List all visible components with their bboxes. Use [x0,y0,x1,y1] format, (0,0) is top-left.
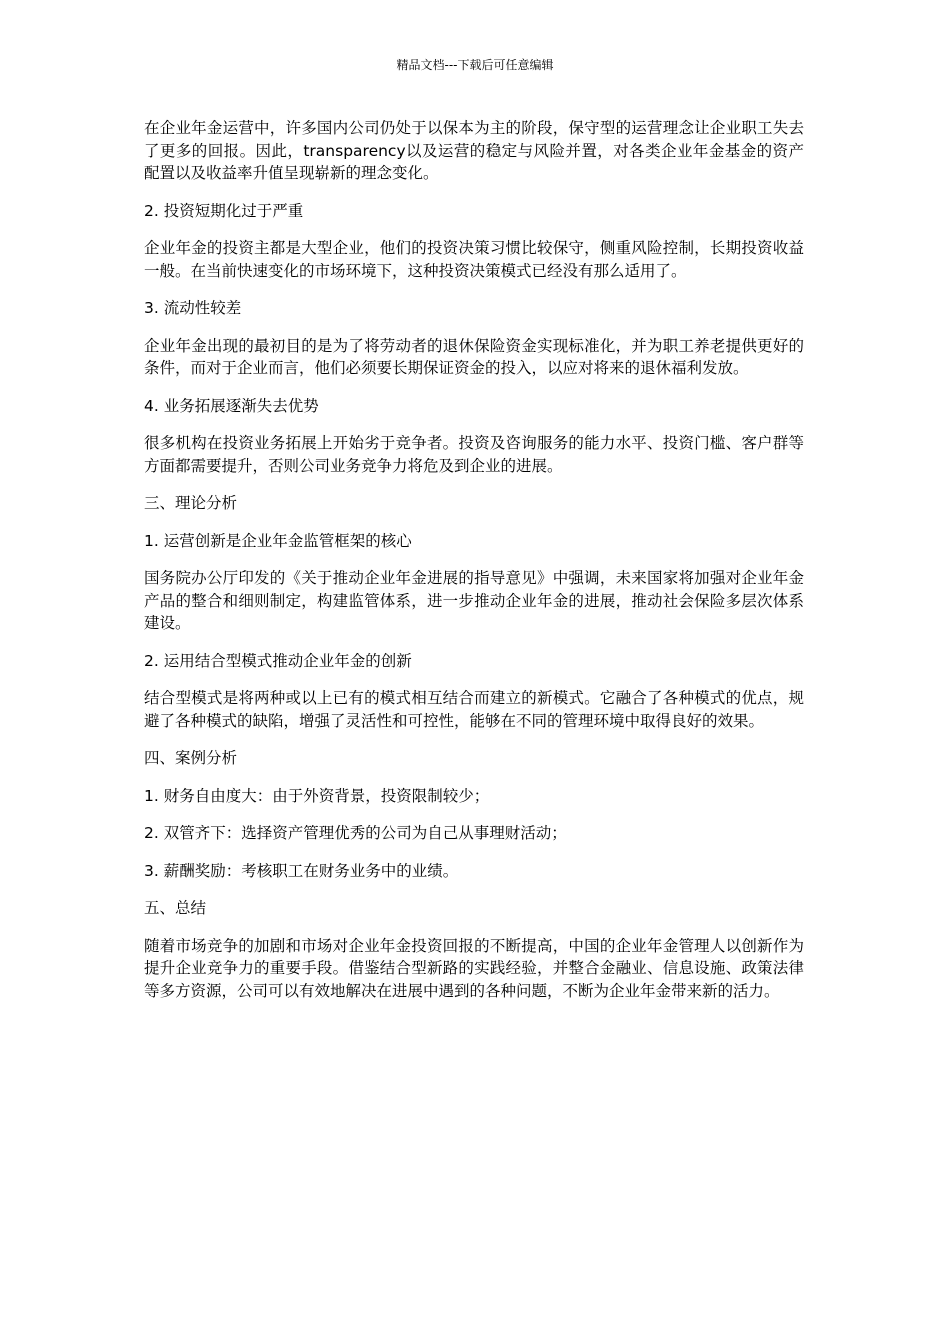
list-item: 1. 财务自由度大：由于外资背景，投资限制较少； [144,786,490,805]
list-item: 3. 薪酬奖励：考核职工在财务业务中的业绩。 [144,861,459,880]
paragraph: 企业年金的投资主都是大型企业，他们的投资决策习惯比较保守，侧重风险控制，长期投资收益一般。在当前快速变化的市场环境下，这种投资决策模式已经没有那么适用了。 [144,239,804,280]
list-item: 2. 双管齐下：选择资产管理优秀的公司为自己从事理财活动； [144,824,567,842]
paragraph: 企业年金出现的最初目的是为了将劳动者的退休保险资金实现标准化，并为职工养老提供更好的条件，而对于企业而言，他们必须要长期保证资金的投入，以应对将来的退休福利发放。 [144,336,804,377]
section-heading: 四、案例分析 [144,749,238,767]
section-heading: 三、理论分析 [144,494,238,512]
section-heading: 3. 流动性较差 [144,299,242,317]
section-heading: 1. 运营创新是企业年金监管框架的核心 [144,531,412,550]
section-heading: 五、总结 [144,899,207,917]
page-header: 精品文档---下载后可任意编辑 [396,58,554,72]
section-heading: 4. 业务拓展逐渐失去优势 [144,396,319,415]
paragraph: 很多机构在投资业务拓展上开始劣于竞争者。投资及咨询服务的能力水平、投资门槛、客户群等方面都需要提升，否则公司业务竞争力将危及到企业的进展。 [144,434,804,475]
paragraph: 随着市场竞争的加剧和市场对企业年金投资回报的不断提高，中国的企业年金管理人以创新作为提升企业竞争力的重要手段。借鉴结合型新路的实践经验，并整合金融业、信息设施、政策法律等多方资源，公司可以有效地解决在进展中遇到的各种问题，不断为企业年金带来新的活力。 [144,936,804,1000]
section-heading: 2. 运用结合型模式推动企业年金的创新 [144,651,412,670]
document-body [144,117,804,1017]
paragraph: 在企业年金运营中，许多国内公司仍处于以保本为主的阶段，保守型的运营理念让企业职工失去了更多的回报。因此，transparency以及运营的稳定与风险并置，对各类企业年金基金的资产配置以及收益率升值呈现崭新的理念变化。 [144,119,804,182]
paragraph: 国务院办公厅印发的《关于推动企业年金进展的指导意见》中强调，未来国家将加强对企业年金产品的整合和细则制定，构建监管体系，进一步推动企业年金的进展，推动社会保险多层次体系建设。 [144,569,804,632]
paragraph: 结合型模式是将两种或以上已有的模式相互结合而建立的新模式。它融合了各种模式的优点，规避了各种模式的缺陷，增强了灵活性和可控性，能够在不同的管理环境中取得良好的效果。 [144,689,804,730]
section-heading: 2. 投资短期化过于严重 [144,201,304,220]
